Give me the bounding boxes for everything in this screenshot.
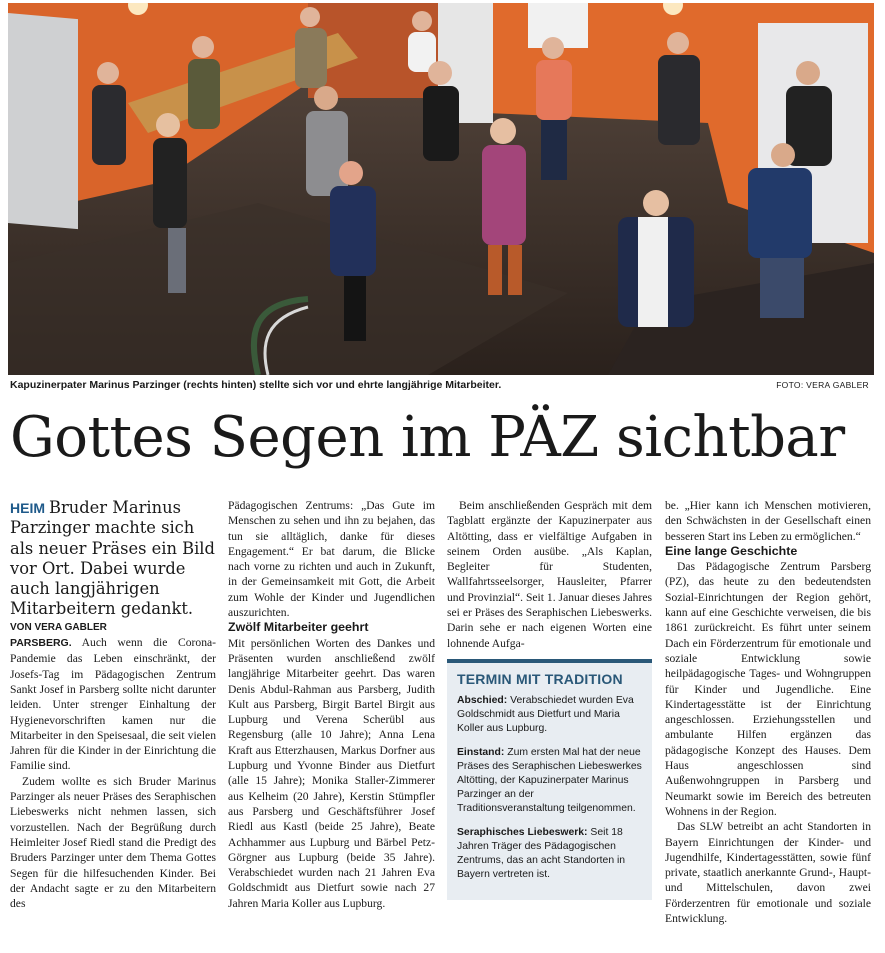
info-box-item — [457, 746, 642, 816]
paragraph: Das Pädagogische Zentrum Parsberg (PZ), das heute zu den bedeutendsten Sozial-Einrichtungen der Region gehört, kann auf eine Geschichte verweisen, die bis 1861 zurückreicht. Es führt unter seinem Dach ein Förderzentrum für emotionale und soziale Entwicklung sowie heilpädagogische Tages- und Wohngruppen für Kinder und Jugendliche. Eine Kindertagesstätte ist der Einrichtung angeschlossen. Erziehungsstellen und ambulante Hilfen ergänzen das pädagogische Konzept des Hauses. Dem Haus angeschlossen sind Außenwohngruppen in Parsberg und Neumarkt sowie im Bereich des betreuten Wohnens in der Region. — [665, 560, 871, 818]
teaser-text: Bruder Marinus Parzinger machte sich als neuer Präses ein Bild vor Ort. Dabei wurde auch langjährigen Mitarbeitern gedankt. — [10, 498, 215, 619]
paragraph — [10, 635, 216, 774]
group-photo — [8, 3, 874, 375]
teaser — [10, 498, 216, 620]
paragraph: Das SLW betreibt an acht Standorten in Bayern Einrichtungen der Kinder- und Jugendhilfe, Kindertagesstätten, sowie fünf private, staatlich anerkannte Grund-, Haupt- und Mittelschulen, davon zwei Förderzentren für emotionale und soziale Entwicklung. — [665, 820, 871, 926]
paragraph: Zudem wollte es sich Bruder Marinus Parzinger als neuer Präses des Seraphischen Liebeswerks nicht nehmen lassen, sich vorzustellen. Nach der Begrüßung durch Heimleiter Josef Riedl stand die Predigt des Bruders Parzinger unter dem Thema Gottes Segen für die hilfesuchenden Kinder. Bei der Andacht sagte er zu den Mitarbeitern des — [10, 774, 216, 911]
teaser-kicker: HEIM — [10, 500, 45, 516]
article-column-3 — [447, 498, 652, 900]
paragraph: Mit persönlichen Worten des Dankes und Präsenten wurden anschließend zwölf langjährige Mitarbeiter geehrt. Das waren Denis Abdul-Rahman aus Parsberg, Judith Kult aus Parsberg, Birgit Bartel Birgit aus Lupburg und Verena Scherübl aus Regensburg (alle 10 Jahre); Anna Lena Kraft aus Etterzhausen, Markus Dorfner aus Lupburg und Yvonne Binder aus Dietfurt (alle 15 Jahre); Monika Staller-Zimmerer aus Kelheim (20 Jahre), Kerstin Stümpfler aus Parsberg und Geschäftsführer Josef Riedl aus Kastl (beide 25 Jahre), Beate Achhammer aus Lupburg und Bärbel Petz-Görgner aus Lupburg (beide 35 Jahre). Verabschiedet wurden nach 21 Jahren Eva Goldschmidt aus Dietfurt sowie nach 27 Jahren Maria Koller aus Lupburg. — [228, 636, 435, 910]
paragraph-text: Auch wenn die Corona-Pandemie das Leben einschränkt, der Josefs-Tag im Pädagogischen Zentrum Sankt Josef in Parsberg sollte nicht darunter leiden. Unter strenger Einhaltung der Hygienevorschriften kamen nur die Mitarbeiter in den Speisesaal, die seit vielen Jahren für die Kinder in der Einrichtung die Familie sind. — [10, 636, 216, 773]
article-column-2 — [228, 498, 435, 911]
photo-caption: Kapuzinerpater Marinus Parzinger (rechts hinten) stellte sich vor und ehrte langjährige Mitarbeiter. — [10, 379, 502, 391]
paragraph: be. „Hier kann ich Menschen motivieren, den Schwächsten in der Gesellschaft einen besseren Start ins Leben zu ermöglichen.“ — [665, 499, 871, 543]
article-column-1 — [10, 498, 216, 911]
info-box-text: Seit 18 Jahren Träger des Pädagogischen Zentrums, das an acht Standorten in Bayern vertreten ist. — [457, 826, 626, 880]
info-box-title: TERMIN MIT TRADITION — [457, 670, 623, 687]
article-column-4 — [665, 498, 871, 926]
info-box-text: Zum ersten Mal hat der neue Präses des Seraphischen Liebeswerkes Altötting, der Kapuzinerpater Marinus Parzinger an der Traditionsveranstaltung teilgenommen. — [457, 746, 642, 814]
byline: VON VERA GABLER — [10, 621, 107, 633]
info-box-item — [457, 826, 642, 882]
info-box-label: Einstand: — [457, 746, 505, 758]
headline: Gottes Segen im PÄZ sichtbar — [10, 405, 845, 470]
dateline: PARSBERG. — [10, 637, 72, 650]
paragraph: Beim anschließenden Gespräch mit dem Tagblatt ergänzte der Kapuzinerpater aus Altötting, dass er vielfältige Aufgaben in seinem Orden ausübe. „Als Kaplan, Begleiter für Studenten, Wallfahrtsseelsorger, Hausleiter, Pfarrer und Provinzial“. Seit 1. Januar dieses Jahres sei er Präses des Seraphischen Liebeswerks. Darin sehe er nach eigenen Worten eine lohnende Aufga- — [447, 499, 652, 650]
subheading: Zwölf Mitarbeiter geehrt — [228, 620, 369, 635]
photo-credit: FOTO: VERA GABLER — [776, 380, 869, 390]
info-box-item — [457, 694, 642, 736]
info-box-text: Verabschiedet wurden Eva Goldschmidt aus Dietfurt und Maria Koller aus Lupburg. — [457, 694, 634, 734]
subheading: Eine lange Geschichte — [665, 543, 798, 558]
info-box-label: Seraphisches Liebeswerk: — [457, 826, 588, 838]
paragraph: Pädagogischen Zentrums: „Das Gute im Menschen zu sehen und ihn zu bejahen, das tun sie alltäglich, danke für dieses Engagement.“ Er bat darum, die Blicke nach vorne zu richten und auch in Zukunft, in der Gemeinsamkeit mit Gott, die Arbeit zum Wohle der Kinder und Jugendlichen auszurichten. — [228, 499, 435, 620]
info-box-label: Abschied: — [457, 694, 508, 706]
info-box — [447, 659, 652, 900]
